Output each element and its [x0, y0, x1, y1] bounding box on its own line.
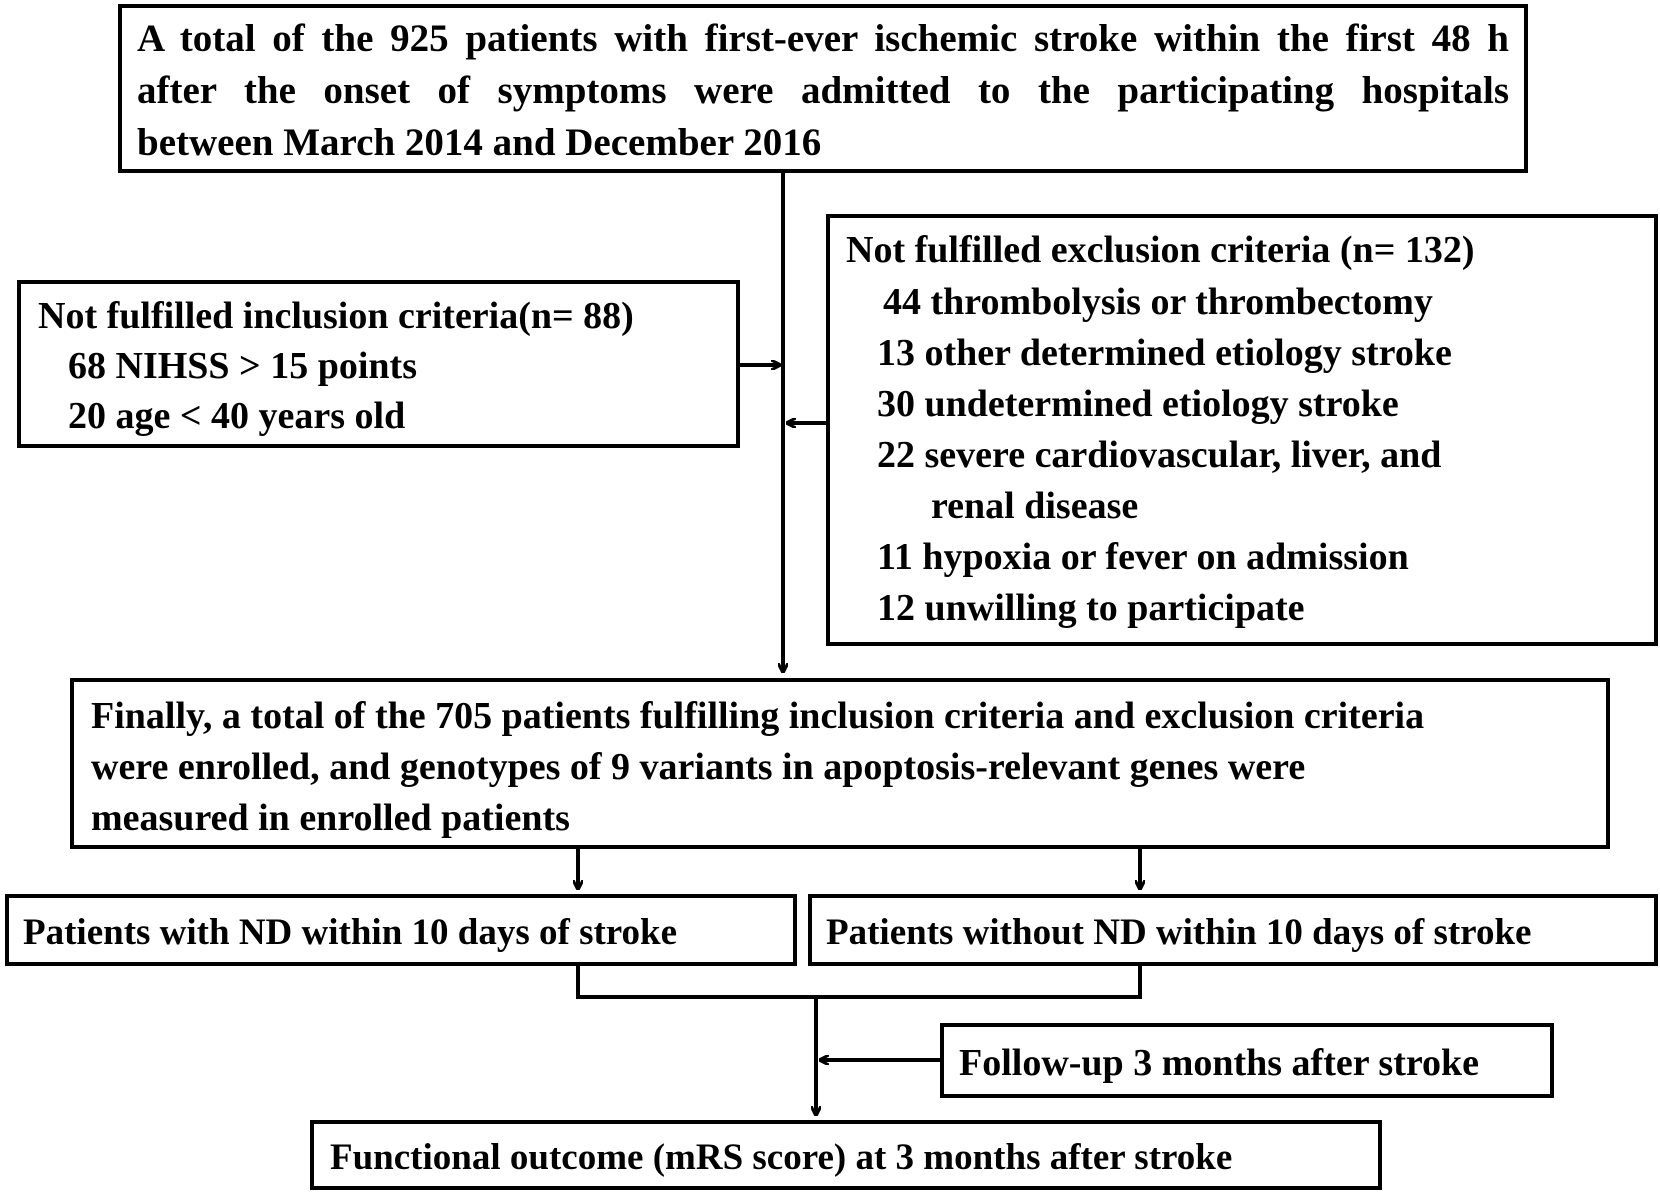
exclusion-item: 13 other determined etiology stroke: [877, 332, 1452, 374]
exclusion-item-continuation: renal disease: [931, 485, 1139, 527]
initial-patients-line-3: between March 2014 and December 2016: [137, 121, 822, 164]
initial-patients-line-1: A total of the 925 patients with first-ever ischemic stroke within the first 48 h: [137, 17, 1509, 60]
exclusion-item: 44 thrombolysis or thrombectomy: [883, 281, 1433, 323]
followup-label: Follow-up 3 months after stroke: [959, 1042, 1480, 1084]
enrolled-patients-line-3: measured in enrolled patients: [91, 797, 570, 839]
exclusion-item: 11 hypoxia or fever on admission: [877, 536, 1409, 578]
enrolled-patients-box: [70, 678, 1610, 849]
initial-patients-box: [118, 4, 1528, 173]
exclusion-item: 22 severe cardiovascular, liver, and: [877, 434, 1442, 476]
without-nd-label: Patients without ND within 10 days of stroke: [826, 912, 1532, 953]
enrolled-patients-line-2: were enrolled, and genotypes of 9 variants in apoptosis-relevant genes were: [91, 746, 1306, 788]
initial-patients-line-2: after the onset of symptoms were admitted to the participating hospitals: [137, 69, 1509, 112]
exclusion-criteria-title: Not fulfilled exclusion criteria (n= 132): [846, 229, 1475, 271]
inclusion-item: 68 NIHSS > 15 points: [68, 345, 417, 387]
with-nd-label: Patients with ND within 10 days of stroke: [23, 912, 678, 953]
inclusion-item: 20 age < 40 years old: [68, 395, 406, 437]
outcome-box: [310, 1120, 1382, 1190]
enrolled-patients-line-1: Finally, a total of the 705 patients fulfilling inclusion criteria and exclusion criteria: [91, 695, 1425, 737]
exclusion-item: 30 undetermined etiology stroke: [877, 383, 1399, 425]
inclusion-criteria-title: Not fulfilled inclusion criteria(n= 88): [38, 295, 634, 337]
inclusion-criteria-box: [17, 280, 740, 448]
exclusion-criteria-box: [826, 214, 1658, 646]
exclusion-item: 12 unwilling to participate: [877, 587, 1305, 629]
without-nd-box: [808, 894, 1658, 966]
outcome-label: Functional outcome (mRS score) at 3 months after stroke: [330, 1137, 1233, 1178]
with-nd-box: [5, 894, 797, 966]
followup-box: [940, 1023, 1554, 1098]
